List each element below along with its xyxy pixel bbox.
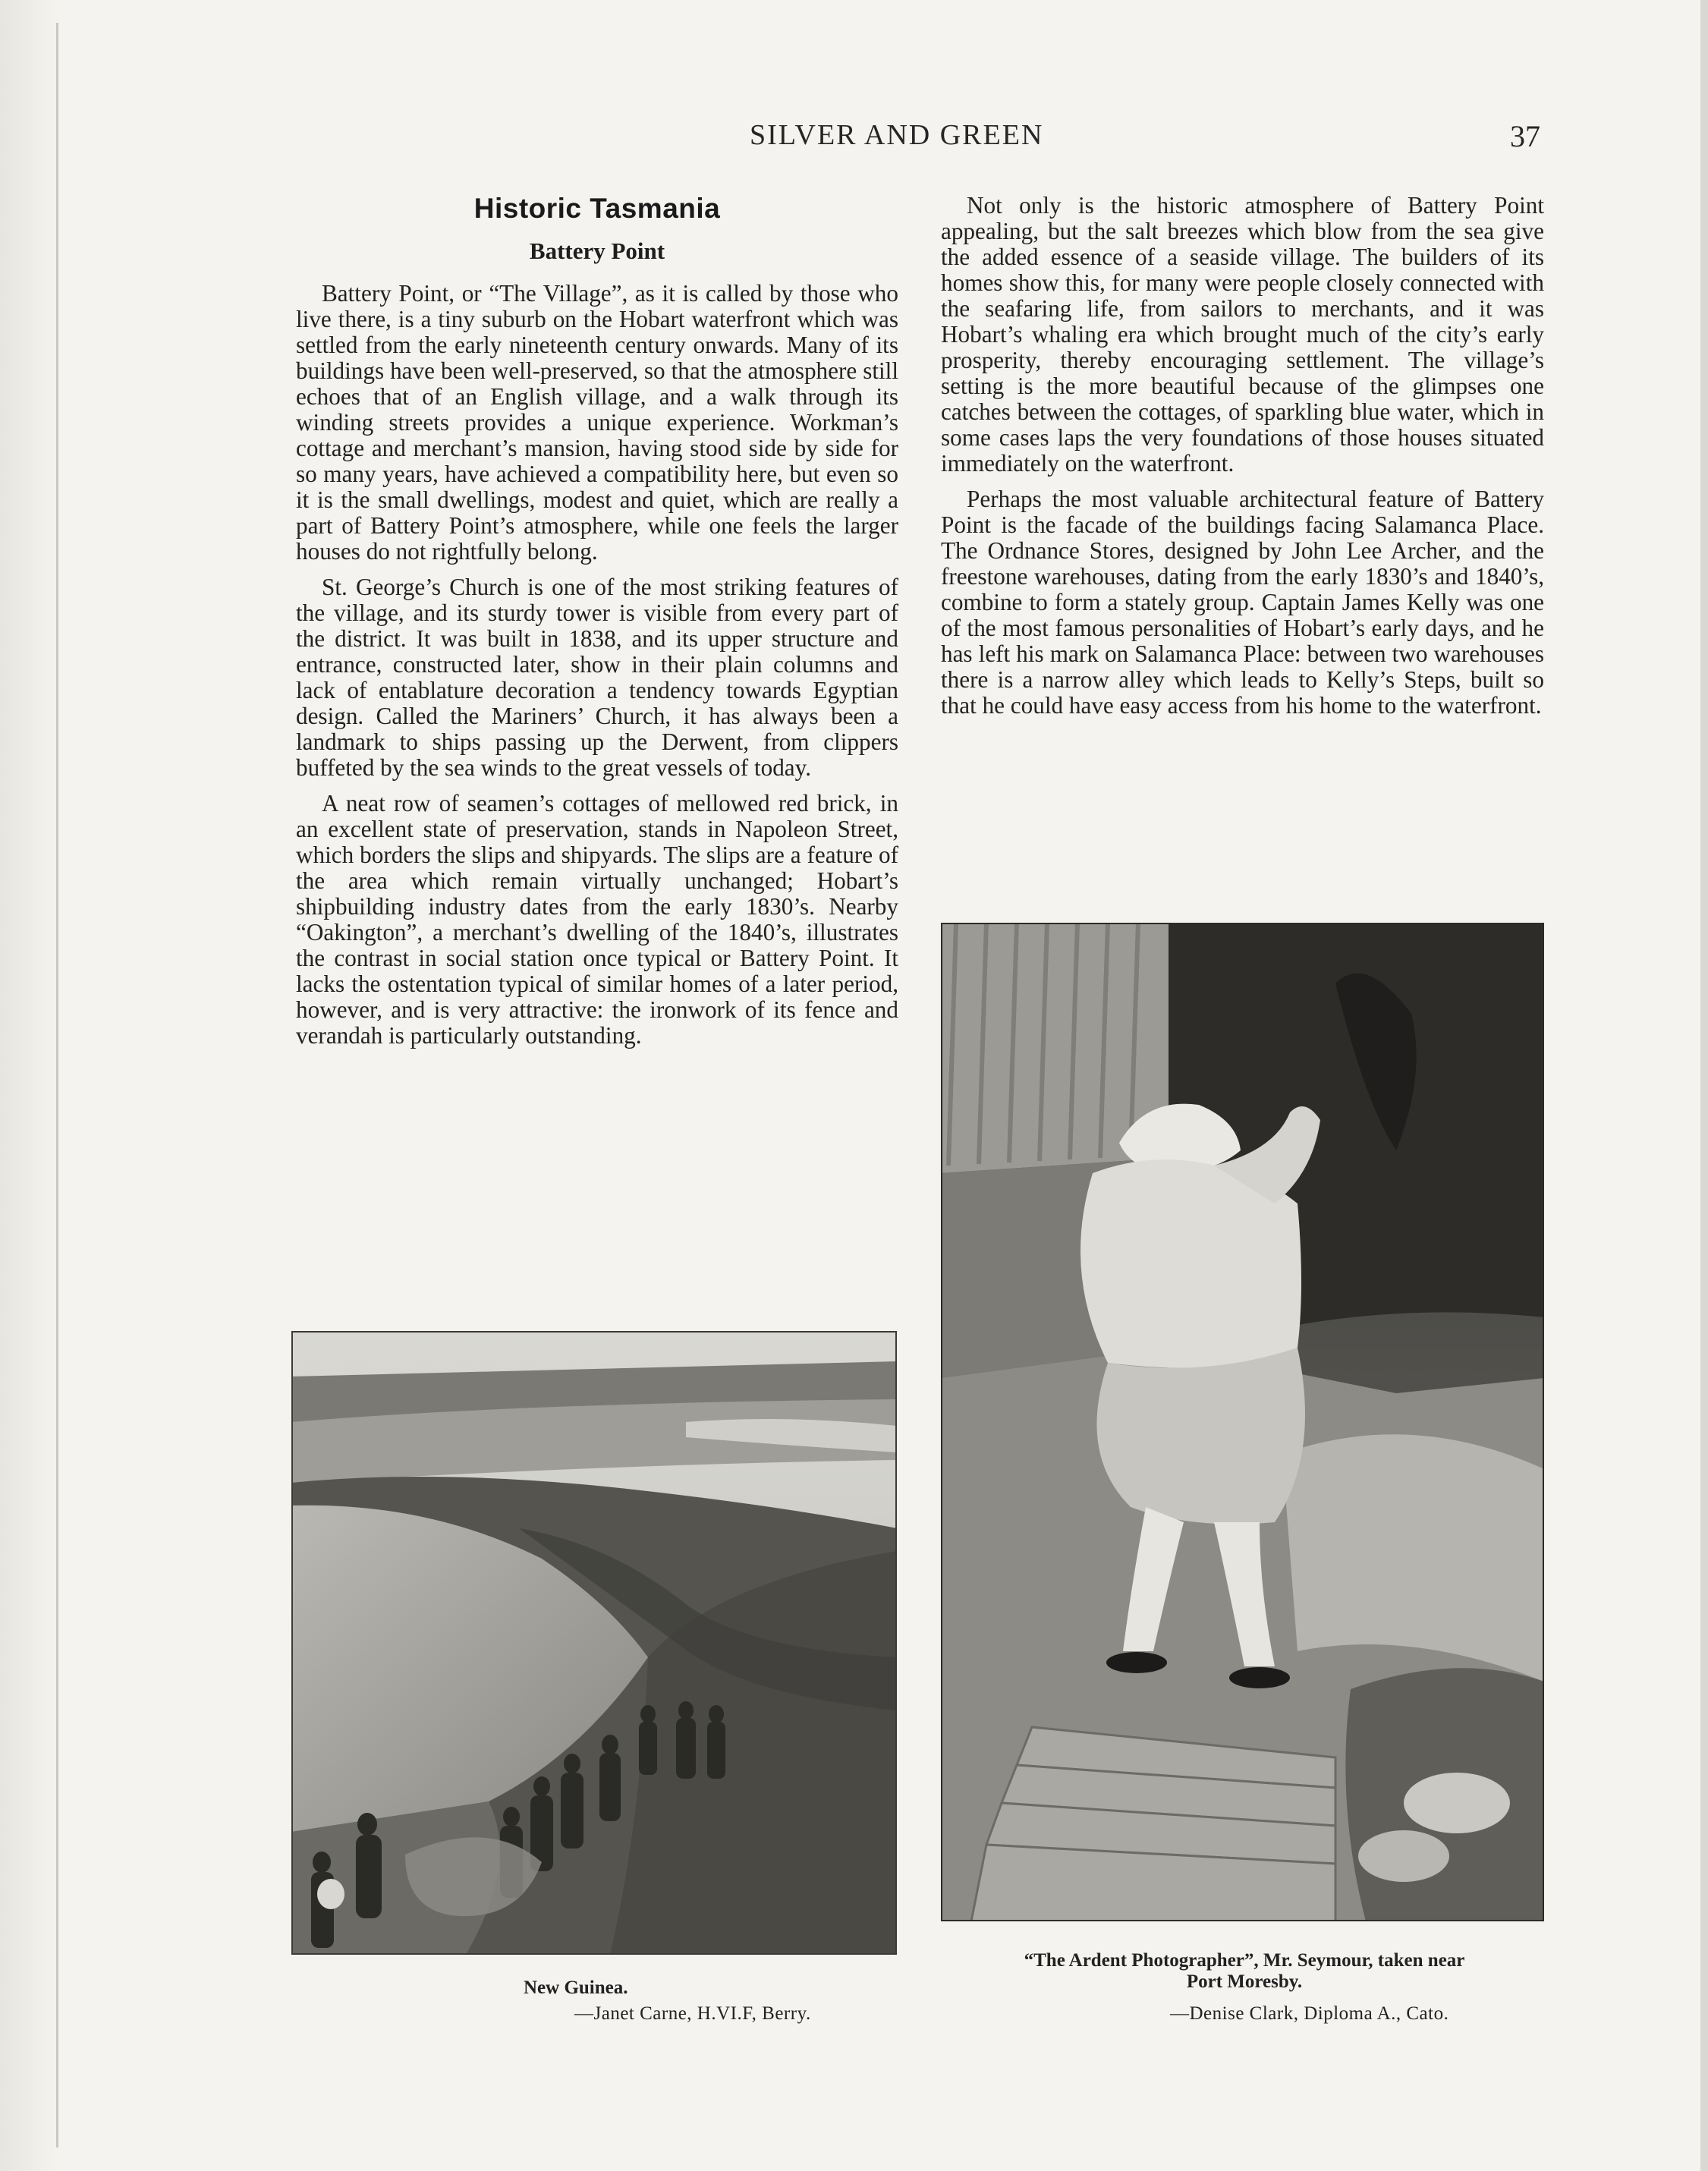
photo-new-guinea bbox=[291, 1331, 897, 1955]
page-gutter bbox=[0, 0, 59, 2171]
caption-photographer-credit: —Denise Clark, Diploma A., Cato. bbox=[1170, 2003, 1449, 2024]
page-number: 37 bbox=[1510, 119, 1540, 153]
photo-ardent-photographer bbox=[941, 923, 1544, 1921]
paragraph-4: Not only is the historic atmosphere of Battery Point appealing, but the salt breezes which blow from the sea give the added essence of a seaside village. The builders of its homes show this, for many were people closely connected with the seafaring life, from sailors to merchants, and it was Hobart’s whaling era which brought much of the city’s early prosperity, thereby encouraging settlement. The village’s setting is the more beautiful because of the glimpses one catches between the cottages, of sparkling blue water, which in some cases laps the very foundations of those houses situated immediately on the waterfront. bbox=[941, 192, 1544, 477]
caption-photographer-title: “The Ardent Photographer”, Mr. Seymour, taken near Port Moresby. bbox=[1024, 1950, 1465, 1992]
gutter-line bbox=[56, 23, 58, 2147]
journal-title: SILVER AND GREEN bbox=[750, 119, 1044, 151]
paragraph-1: Battery Point, or “The Village”, as it is called by those who live there, is a tiny suburb on the Hobart waterfront which was settled from the early nineteenth century onwards. Many of its buildings have been well-preserved, so that the atmosphere still echoes that of an English village, and a walk through its winding streets provides a unique experience. Workman’s cottage and merchant’s mansion, having stood side by side for so many years, have achieved a compatibility here, but even so it is the small dwellings, modest and quiet, which are really a part of Battery Point’s atmosphere, while one feels the larger houses do not rightfully belong. bbox=[296, 280, 898, 565]
article-title: Historic Tasmania bbox=[473, 193, 721, 224]
paragraph-2: St. George’s Church is one of the most striking features of the village, and its sturdy tower is visible from every part of the district. It was built in 1838, and its upper structure and entrance, constructed later, show in their plain columns and lack of entablature decoration a tendency towards Egyptian design. Called the Mariners’ Church, it has always been a landmark to ships passing up the Derwent, from clippers buffeted by the sea winds to the great vessels of today. bbox=[296, 574, 898, 781]
right-column bbox=[941, 193, 1544, 728]
caption-new-guinea-credit: —Janet Carne, H.VI.F, Berry. bbox=[574, 2003, 811, 2024]
paragraph-5: Perhaps the most valuable architectural feature of Battery Point is the facade of the buildings facing Salamanca Place. The Ordnance Stores, designed by John Lee Archer, and the freestone warehouses, dating from the early 1830’s and 1840’s, combine to form a stately group. Captain James Kelly was one of the most famous personalities of Hobart’s early days, and he has left his mark on Salamanca Place: between two warehouses there is a narrow alley which leads to Kelly’s Steps, built so that he could have easy access from his home to the waterfront. bbox=[941, 486, 1544, 719]
caption-new-guinea-title: New Guinea. bbox=[524, 1977, 628, 1998]
page-edge bbox=[1700, 0, 1708, 2171]
article-subtitle: Battery Point bbox=[529, 238, 665, 264]
paragraph-3: A neat row of seamen’s cottages of mellowed red brick, in an excellent state of preservation, stands in Napoleon Street, which borders the slips and shipyards. The slips are a feature of the area which remain virtually unchanged; Hobart’s shipbuilding industry dates from the early 1830’s. Nearby “Oakington”, a merchant’s dwelling of the 1840’s, illustrates the contrast in social station once typical or Battery Point. It lacks the ostentation typical of similar homes of a later period, however, and is very attractive: the ironwork of its fence and verandah is particularly outstanding. bbox=[296, 790, 898, 1049]
running-header bbox=[0, 118, 1708, 156]
left-column bbox=[296, 190, 898, 1059]
